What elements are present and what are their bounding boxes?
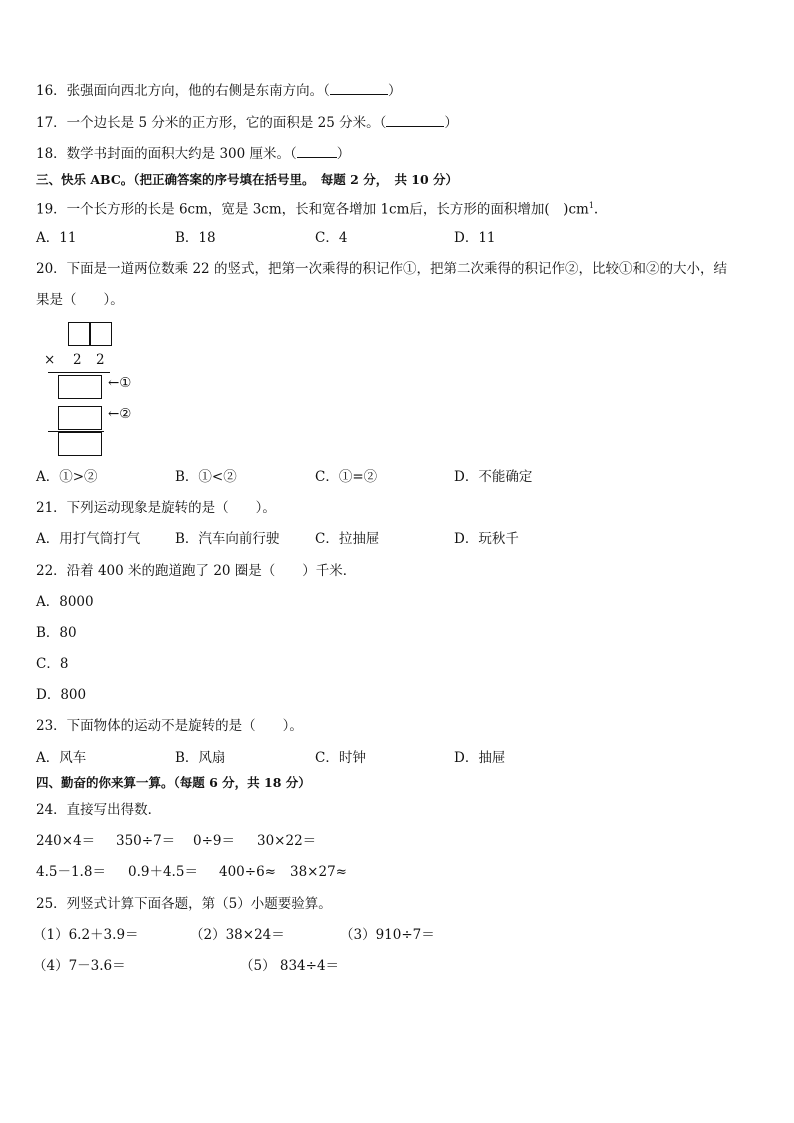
result-box <box>58 432 102 456</box>
q21-option-d[interactable]: D．玩秋千 <box>454 531 519 547</box>
q23-option-b[interactable]: B．风扇 <box>175 750 226 766</box>
question-20-line2: 果是（ ）。 <box>36 292 124 308</box>
question-25: 25．列竖式计算下面各题，第（5）小题要验算。 <box>36 896 332 912</box>
q19-option-a[interactable]: A．11 <box>36 230 77 246</box>
q25-calc-3: （3）910÷7＝ <box>340 927 435 943</box>
times-sign: × <box>44 352 56 368</box>
q22-option-a[interactable]: A．8000 <box>36 594 94 610</box>
multiplication-figure <box>40 322 160 457</box>
q20-option-d[interactable]: D．不能确定 <box>454 469 533 485</box>
q24-calc-4: 30×22＝ <box>257 833 317 849</box>
q22-option-b[interactable]: B．80 <box>36 625 77 641</box>
q25-calc-2: （2）38×24＝ <box>190 927 285 943</box>
answer-blank[interactable] <box>386 114 444 127</box>
q21-option-b[interactable]: B．汽车向前行驶 <box>175 531 280 547</box>
digit-box-tens <box>68 322 90 346</box>
q24-calc-6: 0.9＋4.5＝ <box>128 864 198 880</box>
q19-option-c[interactable]: C．4 <box>315 230 348 246</box>
question-18 <box>36 145 350 163</box>
question-17 <box>36 114 458 132</box>
question-23: 23．下面物体的运动不是旋转的是（ ）。 <box>36 718 303 734</box>
question-20-line1: 20．下面是一道两位数乘 22 的竖式，把第一次乘得的积记作①，把第二次乘得的积记作②，比较①和②的大小，结 <box>36 261 727 277</box>
q19-sup: 1 <box>588 201 594 210</box>
question-19 <box>36 197 598 219</box>
q25-calc-4: （4）7－3.6＝ <box>33 958 126 974</box>
q24-calc-2: 350÷7＝ <box>116 833 176 849</box>
q24-calc-1: 240×4＝ <box>36 833 96 849</box>
q23-option-d[interactable]: D．抽屉 <box>454 750 506 766</box>
multiplier-tens: 2 <box>73 352 82 368</box>
arrow-label-1: ←① <box>108 375 132 391</box>
answer-blank[interactable] <box>330 82 388 95</box>
q22-option-d[interactable]: D．800 <box>36 687 87 703</box>
product-box-1 <box>58 375 102 399</box>
answer-blank[interactable] <box>297 145 337 158</box>
q16-text: 16．张强面向西北方向，他的右侧是东南方向。（ <box>36 83 330 99</box>
question-22: 22．沿着 400 米的跑道跑了 20 圈是（ ）千米． <box>36 563 357 579</box>
q25-calc-1: （1）6.2＋3.9＝ <box>33 927 139 943</box>
question-24: 24．直接写出得数． <box>36 802 162 818</box>
q24-calc-8: 38×27≈ <box>290 864 347 880</box>
q21-option-a[interactable]: A．用打气筒打气 <box>36 531 141 547</box>
section-3-heading: 三、快乐 ABC。（把正确答案的序号填在括号里。 每题 2 分， 共 10 分） <box>36 172 459 187</box>
q18-text: 18．数学书封面的面积大约是 300 厘米。（ <box>36 146 297 162</box>
rule-line-1 <box>48 372 110 373</box>
q20-option-a[interactable]: A．①>② <box>36 469 98 485</box>
q19-text: 19．一个长方形的长是 6cm，宽是 3cm，长和宽各增加 1cm后，长方形的面积增加( )cm <box>36 201 589 218</box>
q19-end: . <box>593 201 599 218</box>
q19-option-d[interactable]: D．11 <box>454 230 496 246</box>
q18-close: ） <box>336 146 351 162</box>
q25-calc-5: （5） 834÷4＝ <box>240 958 340 974</box>
q24-calc-5: 4.5－1.8＝ <box>36 864 106 880</box>
q23-option-c[interactable]: C．时钟 <box>315 750 366 766</box>
q20-option-c[interactable]: C．①=② <box>315 469 378 485</box>
product-box-2 <box>58 406 102 430</box>
q24-calc-3: 0÷9＝ <box>193 833 235 849</box>
multiplier-ones: 2 <box>96 352 105 368</box>
q16-close: ） <box>387 83 402 99</box>
q17-text: 17．一个边长是 5 分米的正方形，它的面积是 25 分米。（ <box>36 115 387 131</box>
q17-close: ） <box>444 115 458 131</box>
q24-calc-7: 400÷6≈ <box>219 864 276 880</box>
arrow-label-2: ←② <box>108 406 132 422</box>
digit-box-ones <box>90 322 112 346</box>
q21-option-c[interactable]: C．拉抽屉 <box>315 531 380 547</box>
section-4-heading: 四、勤奋的你来算一算。（每题 6 分，共 18 分） <box>36 775 311 790</box>
q23-option-a[interactable]: A．风车 <box>36 750 87 766</box>
q20-option-b[interactable]: B．①<② <box>175 469 237 485</box>
q19-option-b[interactable]: B．18 <box>175 230 216 246</box>
q22-option-c[interactable]: C．8 <box>36 656 69 672</box>
question-21: 21．下列运动现象是旋转的是（ ）。 <box>36 500 276 516</box>
question-16 <box>36 82 401 100</box>
